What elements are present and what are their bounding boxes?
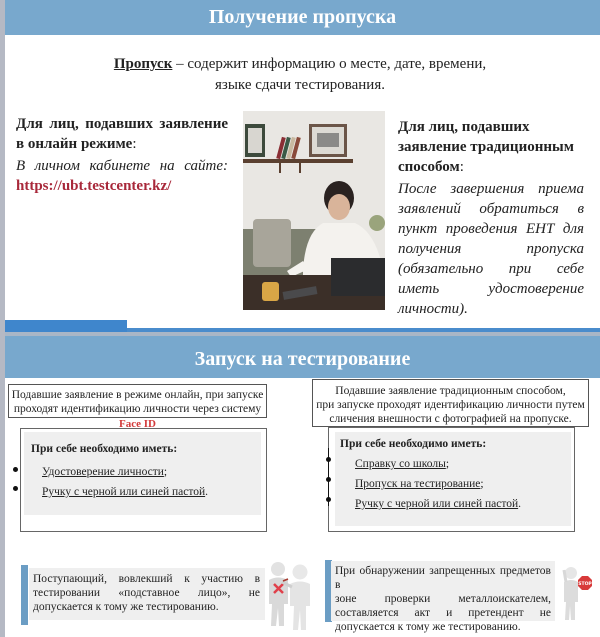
note-accent-bar [21,565,28,625]
substitute-person-note: Поступающий, вовлекший к участию в тестировании «подставное лицо», не допускается к тому же тестированию. [29,568,265,620]
trad-heading-line2: заявление традиционным [398,139,574,155]
section-title-pass: Получение пропуска [5,0,600,35]
stop-sign-figure-icon [560,564,596,629]
pass-intro [100,54,500,96]
testcenter-link[interactable]: https://ubt.testcenter.kz/ [16,178,172,194]
traditional-applicants-block [398,117,584,319]
traditional-checklist-title: При себе необходимо иметь: [340,438,487,450]
face-id-label: Face ID [119,418,156,430]
bullet-icon [326,457,331,462]
list-item: Ручку с черной или синей пастой. [42,486,209,498]
traditional-identification-box: Подавшие заявление традиционным способом, при запуске проходят идентификацию личности путем сличения внешности с фотографией на пропуске. [312,379,589,427]
list-item: Пропуск на тестирование; [355,478,484,490]
bullet-icon [326,477,331,482]
woman-with-laptop-photo [243,111,385,310]
trad-heading-line3: способом: [398,159,464,175]
online-applicants-block [16,114,228,196]
pass-intro-line1: – содержит информацию о месте, дате, времени, [172,56,487,72]
trad-heading-line1: Для лиц, подавших [398,119,530,135]
online-checklist-title: При себе необходимо иметь: [31,443,178,455]
online-text: В личном кабинете на сайте: [16,158,228,174]
online-identification-box: Подавшие заявление в режиме онлайн, при запуске проходят идентификацию личности через систему [8,384,267,418]
bullet-icon [13,486,18,491]
online-heading-line2: в онлайн режиме: [16,136,137,152]
bullet-icon [326,497,331,502]
online-heading-line1: Для лиц, подавших заявление [16,116,228,132]
pass-intro-line2: языке сдачи тестирования. [215,77,385,93]
forbidden-items-note: При обнаружении запрещенных предметов в зоне проверки металлоискателем, составляется акт и претендент не допускается к тому же тестированию. [331,561,555,621]
substitute-person-figure-icon [266,560,316,637]
online-checklist [20,428,267,532]
section-title-launch: Запуск на тестирование [5,336,600,378]
traditional-checklist [328,427,575,532]
pass-term: Пропуск [113,56,173,72]
left-edge-strip [0,0,5,637]
bullet-icon [13,467,18,472]
trad-text: После завершения приема заявлений обратиться в пункт проведения ЕНТ для получения пропуска (обязательно при себе иметь удостоверение личности). [398,181,584,317]
list-item: Справку со школы; [355,458,450,470]
stop-sign-label: STOP [578,582,592,587]
section-divider-tab [5,320,127,332]
list-item: Ручку с черной или синей пастой. [355,498,522,510]
list-item: Удостоверение личности; [42,466,168,478]
